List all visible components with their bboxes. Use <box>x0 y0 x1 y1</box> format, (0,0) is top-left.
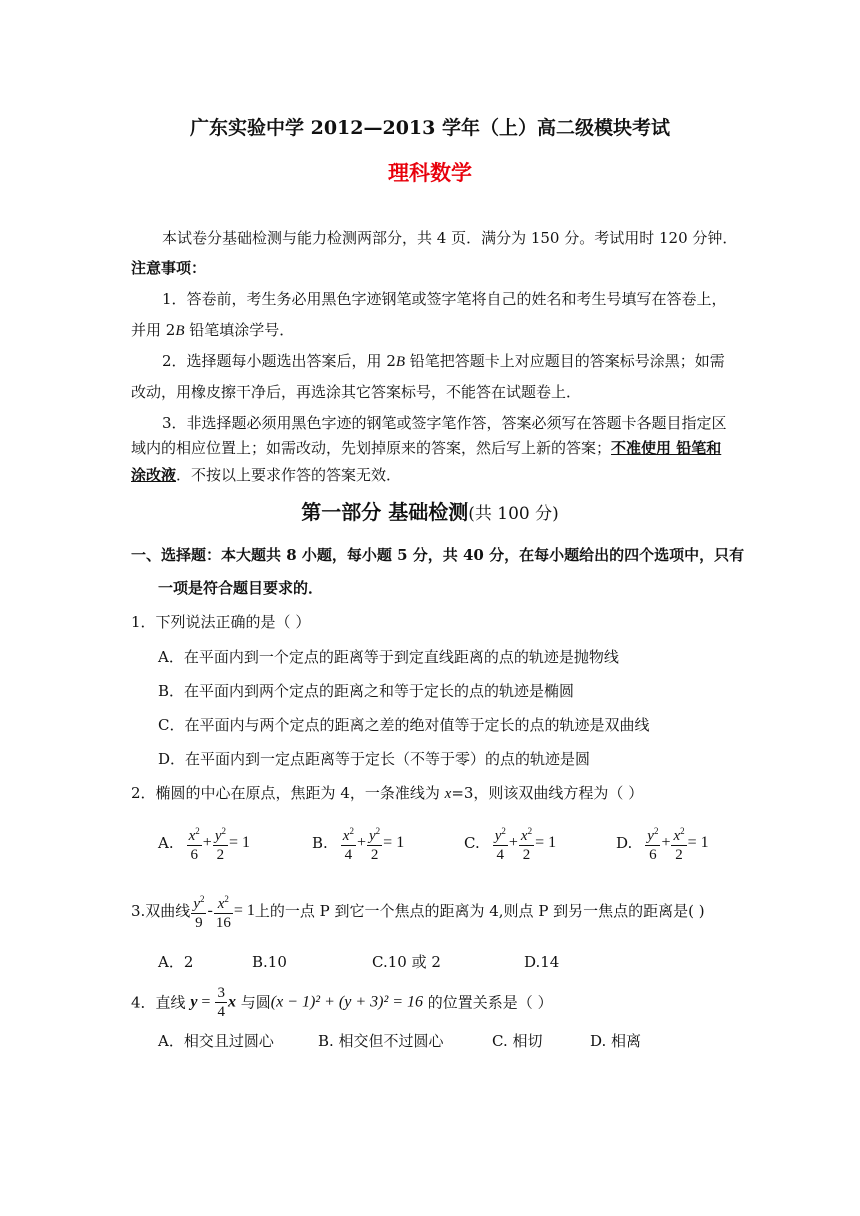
q3-post: 上的一点 P 到它一个焦点的距离为 4,则点 P 到另一焦点的距离是( ) <box>254 902 705 920</box>
notice-1b <box>131 320 294 341</box>
q4-frac: $\frac{3}{4}$ <box>217 985 225 1020</box>
q2-c-frac2: $\frac{x^2}{2}$ <box>520 826 533 863</box>
q2-c-label: C. <box>464 834 480 852</box>
q2-b-frac2: $\frac{y^2}{2}$ <box>369 826 381 863</box>
section-title-text: 第一部分 基础检测 <box>301 500 469 524</box>
q4-stem <box>131 984 553 1021</box>
q4-mid: 与圆 <box>235 993 271 1012</box>
q2-a-frac2: $\frac{y^2}{2}$ <box>214 826 226 863</box>
notice-2a-post: 铅笔把答题卡上对应题目的答案标号涂黑；如需 <box>405 352 725 370</box>
q4-circle: (x − 1)² + (y + 3)² = 16 <box>270 993 424 1011</box>
q3-rhs: = 1 <box>233 902 255 919</box>
q2-b-rhs: = 1 <box>383 834 405 851</box>
q3-frac1: $\frac{y^2}{9}$ <box>193 894 205 931</box>
q2-stem-pre: 2．椭圆的中心在原点，焦距为 4，一条准线为 <box>131 784 445 802</box>
part1-instruction-1: 一、选择题：本大题共 8 小题，每小题 5 分，共 40 分，在每小题给出的四个选项中，只有 <box>131 546 745 564</box>
q2-a-frac1: $\frac{x^2}{6}$ <box>188 826 200 863</box>
part1-instruction-2: 一项是符合题目要求的． <box>158 579 324 597</box>
q2-c-rhs: = 1 <box>535 834 557 851</box>
section-title <box>0 499 860 527</box>
notice-1b-post: 铅笔填涂学号． <box>184 321 295 339</box>
q2-option-c: C. $\frac{y^2}{4}$ + $\frac{x^2}{2}$ = 1 <box>464 822 556 864</box>
notice-3b <box>131 438 721 458</box>
notice-3c-post: ．不按以上要求作答的答案无效． <box>176 466 402 484</box>
notice-2a <box>162 351 725 372</box>
q1-option-d: D．在平面内到一定点距离等于定长（不等于零）的点的轨迹是圆 <box>158 750 591 768</box>
q2-option-a: A. $\frac{x^2}{6}$ + $\frac{y^2}{2}$ = 1 <box>158 822 250 864</box>
notice-3b-pre: 域内的相应位置上；如需改动，先划掉原来的答案，然后写上新的答案； <box>131 439 612 457</box>
q2-stem-var: x <box>444 786 452 802</box>
notice-1b-b: B <box>175 323 185 339</box>
q1-stem: 1．下列说法正确的是（ ） <box>131 613 311 631</box>
q4-option-a: A．相交且过圆心 <box>158 1032 274 1050</box>
exam-title: 广东实验中学 2012—2013 学年（上）高二级模块考试 <box>190 117 670 139</box>
q4-post: 的位置关系是（ ） <box>423 993 553 1012</box>
notice-2a-pre: 2．选择题每小题选出答案后，用 2 <box>162 352 396 370</box>
q4-pre: 4．直线 <box>131 993 191 1012</box>
q4-option-c: C. 相切 <box>492 1032 543 1050</box>
notice-3a: 3．非选择题必须用黑色字迹的钢笔或签字笔作答，答案必须写在答题卡各题目指定区 <box>162 414 727 432</box>
q3-frac2: $\frac{x^2}{16}$ <box>215 894 231 931</box>
q2-d-frac2: $\frac{x^2}{2}$ <box>673 826 685 863</box>
q2-b-label: B. <box>312 834 328 852</box>
q2-d-rhs: = 1 <box>687 834 709 851</box>
intro-line: 本试卷分基础检测与能力检测两部分，共 4 页．满分为 150 分。考试用时 120 分钟． <box>162 229 738 247</box>
notice-3c <box>131 465 401 485</box>
q3-option-b: B.10 <box>252 953 287 971</box>
exam-subtitle: 理科数学 <box>388 160 472 185</box>
notice-3b-underline: 不准使用 铅笔和 <box>611 439 722 457</box>
section-points: (共 100 分) <box>468 504 559 524</box>
q2-c-frac1: $\frac{y^2}{4}$ <box>494 826 506 863</box>
q4-option-d: D. 相离 <box>590 1032 642 1050</box>
notice-3c-underline: 涂改液 <box>131 466 177 484</box>
q4-var: x <box>227 993 236 1011</box>
q2-stem <box>131 783 643 804</box>
q3-option-d: D.14 <box>524 953 560 971</box>
q3-pre: 3.双曲线 <box>131 902 191 920</box>
q2-stem-post: =3，则该双曲线方程为（ ） <box>451 784 644 802</box>
q4-lhs: y <box>190 993 198 1011</box>
q1-option-c: C．在平面内与两个定点的距离之差的绝对值等于定长的点的轨迹是双曲线 <box>158 716 650 734</box>
notice-heading: 注意事项： <box>131 259 207 277</box>
q2-a-rhs: = 1 <box>228 834 251 851</box>
q2-d-label: D. <box>616 834 633 852</box>
q4-option-b: B. 相交但不过圆心 <box>318 1032 444 1050</box>
q3-stem: 3.双曲线 $\frac{y^2}{9}$ - $\frac{x^2}{16}$ = 1上的一点 P 到它一个焦点的距离为 4,则点 P 到另一焦点的距离是( ) <box>131 890 705 932</box>
notice-2a-b: B <box>395 354 406 370</box>
q3-option-a: A．2 <box>158 953 194 971</box>
q2-option-d: D. $\frac{y^2}{6}$ + $\frac{x^2}{2}$ = 1 <box>616 822 709 864</box>
q1-option-a: A．在平面内到一个定点的距离等于到定直线距离的点的轨迹是抛物线 <box>158 648 619 666</box>
notice-1b-pre: 并用 2 <box>131 321 176 339</box>
q2-option-b: B. $\frac{x^2}{4}$ + $\frac{y^2}{2}$ = 1 <box>312 822 404 864</box>
q4-eq: = <box>197 993 215 1011</box>
q3-option-c: C.10 或 2 <box>372 953 441 971</box>
notice-2b: 改动，用橡皮擦干净后，再选涂其它答案标号，不能答在试题卷上． <box>131 383 582 401</box>
notice-1a: 1．答卷前，考生务必用黑色字迹钢笔或签字笔将自己的姓名和考生号填写在答卷上， <box>162 290 727 308</box>
q2-a-label: A. <box>158 834 174 852</box>
q2-b-frac1: $\frac{x^2}{4}$ <box>342 826 354 863</box>
q1-option-b: B．在平面内到两个定点的距离之和等于定长的点的轨迹是椭圆 <box>158 682 575 700</box>
q2-d-frac1: $\frac{y^2}{6}$ <box>647 826 659 863</box>
